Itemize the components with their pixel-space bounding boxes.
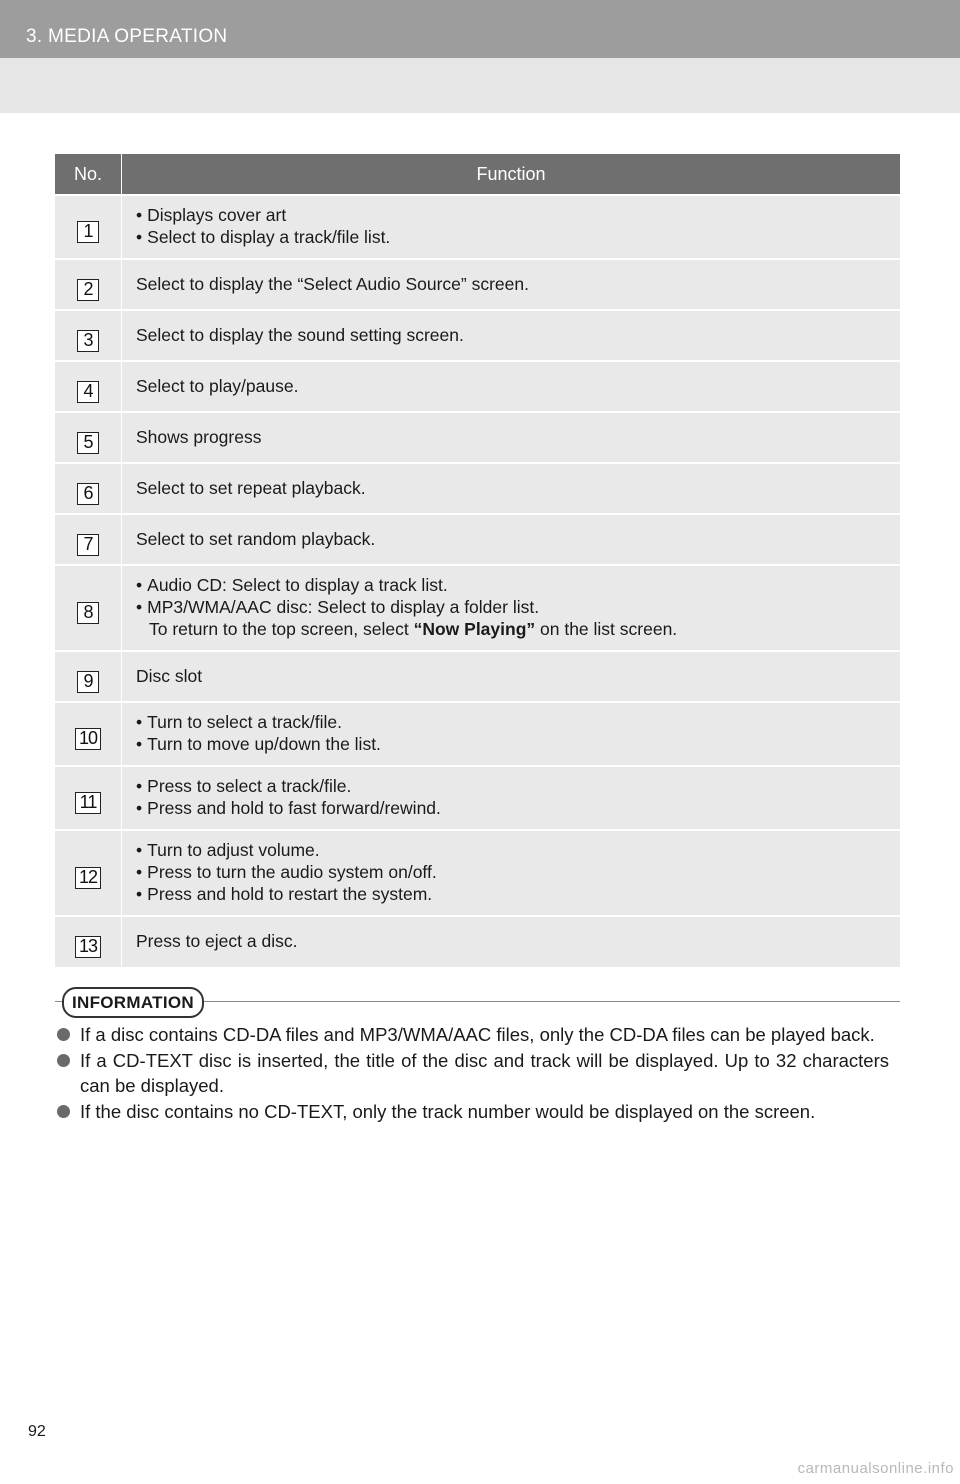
bullet-item: • Turn to move up/down the list. (136, 733, 886, 755)
bullet-dot-icon (57, 1054, 70, 1067)
bullet-item: • Turn to adjust volume. (136, 839, 886, 861)
bullet-dot-icon (57, 1028, 70, 1041)
bullet-item: • Displays cover art (136, 204, 886, 226)
continuation-text: To return to the top screen, select “Now Playing” on the list screen. (149, 619, 678, 639)
bullet-item: • Press and hold to fast forward/rewind. (136, 797, 886, 819)
table-row (55, 766, 900, 830)
table-row (55, 310, 900, 361)
watermark: carmanualsonline.info (797, 1460, 954, 1477)
table-row (55, 514, 900, 565)
information-list (55, 1022, 889, 1125)
number-badge: 9 (77, 671, 99, 693)
number-badge: 4 (77, 381, 99, 403)
information-text: If a CD-TEXT disc is inserted, the title of the disc and track will be displayed. Up to 32 characters can be displayed. (80, 1050, 889, 1096)
function-text: Shows progress (122, 412, 901, 463)
function-text: Select to set repeat playback. (122, 463, 901, 514)
table-row (55, 830, 900, 916)
table-row (55, 565, 900, 651)
function-text: Select to display the “Select Audio Source” screen. (122, 259, 901, 310)
function-text: Disc slot (122, 651, 901, 702)
table-row (55, 361, 900, 412)
function-table (55, 154, 900, 967)
number-badge: 13 (75, 936, 101, 958)
information-text: If the disc contains no CD-TEXT, only the track number would be displayed on the screen. (80, 1101, 816, 1122)
bullet-item: • Select to display a track/file list. (136, 226, 886, 248)
number-badge: 7 (77, 534, 99, 556)
information-badge: INFORMATION (62, 987, 204, 1018)
bullet-item: • Press and hold to restart the system. (136, 883, 886, 905)
number-badge: 8 (77, 602, 99, 624)
number-badge: 3 (77, 330, 99, 352)
table-row (55, 259, 900, 310)
information-item (55, 1048, 889, 1098)
function-text: Select to display the sound setting screen. (122, 310, 901, 361)
bullet-item: • Press to select a track/file. (136, 775, 886, 797)
table-row (55, 651, 900, 702)
table-header-row (55, 154, 900, 195)
bullet-item: • Audio CD: Select to display a track list. (136, 574, 886, 596)
number-badge: 1 (77, 221, 99, 243)
table-row (55, 412, 900, 463)
function-text: Select to play/pause. (122, 361, 901, 412)
page-number: 92 (28, 1423, 46, 1440)
number-badge: 11 (75, 792, 101, 814)
information-item (55, 1022, 889, 1047)
table-row (55, 463, 900, 514)
function-text: Select to set random playback. (122, 514, 901, 565)
column-header-no: No. (55, 154, 122, 195)
table-row (55, 195, 900, 259)
number-badge: 10 (75, 728, 101, 750)
number-badge: 12 (75, 867, 101, 889)
number-badge: 6 (77, 483, 99, 505)
number-badge: 2 (77, 279, 99, 301)
function-text: Press to eject a disc. (122, 916, 901, 967)
information-item (55, 1099, 889, 1124)
information-text: If a disc contains CD-DA files and MP3/WMA/AAC files, only the CD-DA files can be played back. (80, 1024, 875, 1045)
table-row (55, 916, 900, 967)
bullet-dot-icon (57, 1105, 70, 1118)
now-playing-label: “Now Playing” (413, 619, 536, 639)
bullet-item: • Turn to select a track/file. (136, 711, 886, 733)
bullet-item: • MP3/WMA/AAC disc: Select to display a folder list. (136, 596, 886, 618)
header-bar (0, 0, 960, 58)
table-row (55, 702, 900, 766)
bullet-item: • Press to turn the audio system on/off. (136, 861, 886, 883)
number-badge: 5 (77, 432, 99, 454)
column-header-function: Function (122, 154, 901, 195)
section-title: 3. MEDIA OPERATION (26, 26, 228, 47)
